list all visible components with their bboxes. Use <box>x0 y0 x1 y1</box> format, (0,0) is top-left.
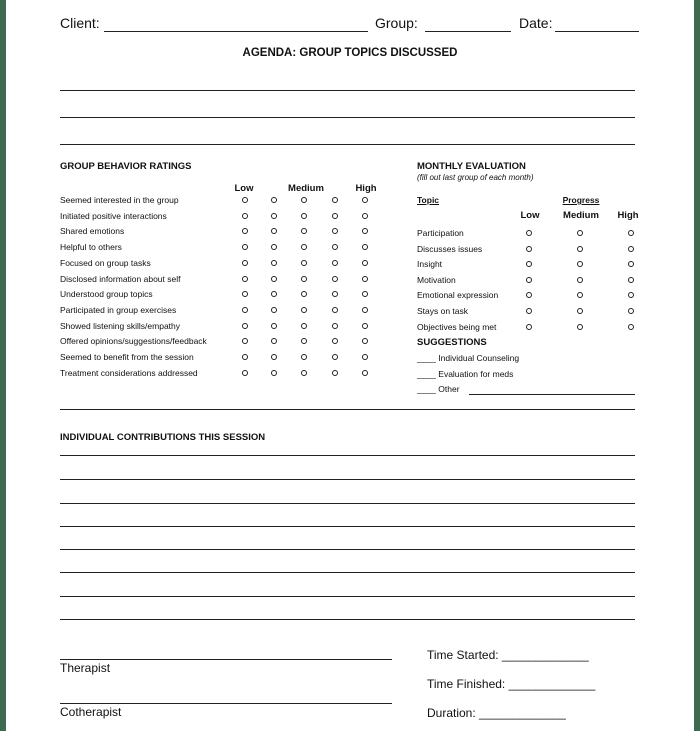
behavior-rating-radio[interactable] <box>332 307 338 313</box>
behavior-rating-radio[interactable] <box>242 338 248 344</box>
suggestion-other-field[interactable] <box>469 394 635 395</box>
group-field[interactable] <box>425 31 511 32</box>
agenda-title: AGENDA: GROUP TOPICS DISCUSSED <box>242 47 458 59</box>
behavior-item-label: Participated in group exercises <box>60 304 177 315</box>
behavior-rating-radio[interactable] <box>301 260 307 266</box>
behavior-rating-radio[interactable] <box>242 370 248 376</box>
contribution-line[interactable] <box>60 572 635 573</box>
behavior-rating-radio[interactable] <box>271 354 277 360</box>
behavior-rating-radio[interactable] <box>271 197 277 203</box>
behavior-rating-radio[interactable] <box>362 276 368 282</box>
behavior-rating-radio[interactable] <box>362 228 368 234</box>
monthly-rating-radio[interactable] <box>628 292 634 298</box>
behavior-rating-radio[interactable] <box>332 244 338 250</box>
behavior-item-label: Focused on group tasks <box>60 257 151 268</box>
date-label: Date: <box>519 15 553 31</box>
behavior-rating-radio[interactable] <box>242 197 248 203</box>
contribution-line[interactable] <box>60 479 635 480</box>
behavior-rating-radio[interactable] <box>362 370 368 376</box>
date-field[interactable] <box>555 31 639 32</box>
behavior-item-label: Showed listening skills/empathy <box>60 320 181 331</box>
group-label: Group: <box>375 15 418 31</box>
behavior-rating-radio[interactable] <box>271 244 277 250</box>
behavior-item-label: Understood group topics <box>60 289 153 300</box>
behavior-rating-radio[interactable] <box>271 228 277 234</box>
monthly-rating-radio[interactable] <box>577 277 583 283</box>
behavior-rating-radio[interactable] <box>332 354 338 360</box>
behavior-rating-radio[interactable] <box>332 228 338 234</box>
monthly-rating-radio[interactable] <box>577 324 583 330</box>
monthly-rating-radio[interactable] <box>577 261 583 267</box>
behavior-rating-radio[interactable] <box>271 260 277 266</box>
monthly-rating-radio[interactable] <box>526 292 532 298</box>
divider-line <box>60 409 635 410</box>
client-field[interactable] <box>104 31 368 32</box>
time-finished-field[interactable]: Time Finished: _____________ <box>427 677 596 691</box>
suggestion-evaluation-meds[interactable]: ____ Evaluation for meds <box>417 369 514 379</box>
agenda-line-3[interactable] <box>60 144 635 145</box>
behavior-rating-radio[interactable] <box>362 197 368 203</box>
behavior-rating-radio[interactable] <box>242 228 248 234</box>
behavior-item-label: Shared emotions <box>60 226 125 237</box>
behavior-rating-radio[interactable] <box>271 213 277 219</box>
behavior-col-medium: Medium <box>288 183 324 194</box>
monthly-rating-radio[interactable] <box>526 230 532 236</box>
behavior-rating-radio[interactable] <box>242 354 248 360</box>
behavior-item-label: Offered opinions/suggestions/feedback <box>60 336 207 347</box>
behavior-rating-radio[interactable] <box>242 291 248 297</box>
behavior-rating-radio[interactable] <box>271 323 277 329</box>
behavior-rating-radio[interactable] <box>301 323 307 329</box>
monthly-item-label: Emotional expression <box>417 290 499 301</box>
behavior-rating-radio[interactable] <box>332 338 338 344</box>
behavior-rating-radio[interactable] <box>332 370 338 376</box>
monthly-item-label: Discusses issues <box>417 243 483 254</box>
monthly-rating-radio[interactable] <box>577 230 583 236</box>
cotherapist-label: Cotherapist <box>60 705 122 719</box>
progress-label: Progress <box>562 195 600 205</box>
behavior-col-high: High <box>355 183 377 194</box>
behavior-rating-radio[interactable] <box>301 370 307 376</box>
behavior-rating-radio[interactable] <box>301 338 307 344</box>
contributions-title: INDIVIDUAL CONTRIBUTIONS THIS SESSION <box>60 432 266 443</box>
monthly-rating-radio[interactable] <box>628 261 634 267</box>
behavior-rating-radio[interactable] <box>301 307 307 313</box>
monthly-title: MONTHLY EVALUATION <box>417 161 526 172</box>
contribution-line[interactable] <box>60 619 635 620</box>
contribution-line[interactable] <box>60 455 635 456</box>
behavior-rating-radio[interactable] <box>362 307 368 313</box>
behavior-rating-radio[interactable] <box>301 197 307 203</box>
behavior-rating-radio[interactable] <box>242 307 248 313</box>
behavior-item-label: Seemed to benefit from the session <box>60 352 194 362</box>
behavior-rating-radio[interactable] <box>362 323 368 329</box>
behavior-rating-radio[interactable] <box>362 260 368 266</box>
behavior-rating-radio[interactable] <box>271 291 277 297</box>
behavior-rating-radio[interactable] <box>301 213 307 219</box>
contribution-line[interactable] <box>60 549 635 550</box>
behavior-item-label: Initiated positive interactions <box>60 210 167 221</box>
monthly-rating-radio[interactable] <box>577 246 583 252</box>
behavior-rating-radio[interactable] <box>332 260 338 266</box>
monthly-col-low: Low <box>520 210 540 221</box>
behavior-rating-radio[interactable] <box>242 276 248 282</box>
monthly-rating-radio[interactable] <box>526 308 532 314</box>
monthly-item-label: Insight <box>417 259 443 270</box>
behavior-rating-radio[interactable] <box>362 338 368 344</box>
behavior-rating-radio[interactable] <box>362 244 368 250</box>
behavior-rating-radio[interactable] <box>242 244 248 250</box>
monthly-rating-radio[interactable] <box>526 277 532 283</box>
monthly-item-label: Participation <box>417 228 464 238</box>
therapist-signature-line[interactable] <box>60 659 392 660</box>
behavior-rating-radio[interactable] <box>242 260 248 266</box>
behavior-rating-radio[interactable] <box>301 291 307 297</box>
behavior-rating-radio[interactable] <box>332 197 338 203</box>
client-label: Client: <box>60 15 100 31</box>
monthly-item-label: Objectives being met <box>417 321 497 332</box>
behavior-rating-radio[interactable] <box>301 244 307 250</box>
behavior-rating-radio[interactable] <box>301 354 307 360</box>
monthly-subtitle: (fill out last group of each month) <box>417 173 534 182</box>
agenda-line-1[interactable] <box>60 90 635 91</box>
behavior-rating-radio[interactable] <box>362 213 368 219</box>
monthly-item-label: Motivation <box>417 274 456 285</box>
behavior-rating-radio[interactable] <box>362 354 368 360</box>
behavior-rating-radio[interactable] <box>332 213 338 219</box>
cotherapist-signature-line[interactable] <box>60 703 392 704</box>
contribution-line[interactable] <box>60 596 635 597</box>
behavior-rating-radio[interactable] <box>301 276 307 282</box>
duration-field[interactable]: Duration: _____________ <box>427 706 566 720</box>
contribution-line[interactable] <box>60 503 635 504</box>
behavior-rating-radio[interactable] <box>332 276 338 282</box>
monthly-rating-radio[interactable] <box>526 261 532 267</box>
behavior-rating-radio[interactable] <box>271 276 277 282</box>
agenda-line-2[interactable] <box>60 117 635 118</box>
suggestion-individual-counseling[interactable]: ____ Individual Counseling <box>417 353 520 363</box>
monthly-rating-radio[interactable] <box>628 277 634 283</box>
suggestion-other[interactable]: ____ Other <box>417 384 460 394</box>
behavior-rating-radio[interactable] <box>332 323 338 329</box>
behavior-rating-radio[interactable] <box>271 338 277 344</box>
monthly-rating-radio[interactable] <box>628 246 634 252</box>
behavior-rating-radio[interactable] <box>362 291 368 297</box>
monthly-col-medium: Medium <box>563 210 599 221</box>
monthly-rating-radio[interactable] <box>577 292 583 298</box>
behavior-rating-radio[interactable] <box>332 291 338 297</box>
behavior-title: GROUP BEHAVIOR RATINGS <box>60 161 192 172</box>
monthly-col-high: High <box>617 210 639 221</box>
behavior-rating-radio[interactable] <box>242 323 248 329</box>
time-started-field[interactable]: Time Started: _____________ <box>427 648 589 662</box>
monthly-item-label: Stays on task <box>417 306 469 316</box>
behavior-col-low: Low <box>234 183 254 194</box>
behavior-rating-radio[interactable] <box>271 307 277 313</box>
behavior-item-label: Treatment considerations addressed <box>60 367 198 378</box>
monthly-rating-radio[interactable] <box>628 308 634 314</box>
behavior-item-label: Helpful to others <box>60 242 122 253</box>
behavior-rating-radio[interactable] <box>301 228 307 234</box>
monthly-rating-radio[interactable] <box>526 246 532 252</box>
topic-label: Topic <box>417 195 440 205</box>
therapist-label: Therapist <box>60 661 111 675</box>
behavior-item-label: Seemed interested in the group <box>60 195 179 205</box>
monthly-rating-radio[interactable] <box>577 308 583 314</box>
monthly-rating-radio[interactable] <box>628 324 634 330</box>
monthly-rating-radio[interactable] <box>526 324 532 330</box>
monthly-rating-radio[interactable] <box>628 230 634 236</box>
form-page <box>6 0 694 731</box>
behavior-rating-radio[interactable] <box>271 370 277 376</box>
behavior-item-label: Disclosed information about self <box>60 273 181 284</box>
suggestions-title: SUGGESTIONS <box>417 337 487 348</box>
behavior-rating-radio[interactable] <box>242 213 248 219</box>
contribution-line[interactable] <box>60 526 635 527</box>
